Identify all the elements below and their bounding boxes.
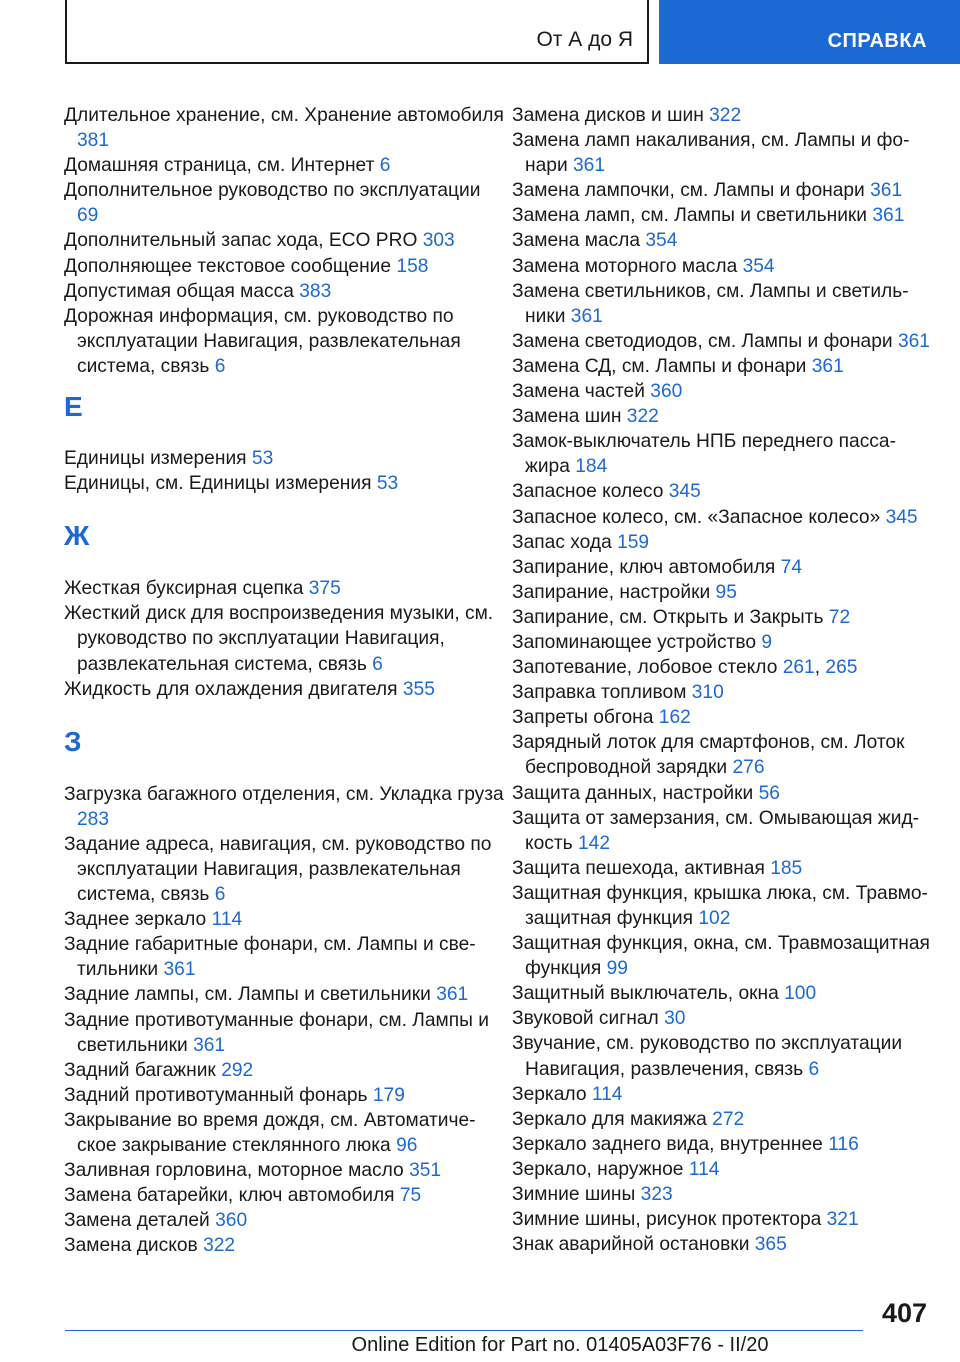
index-entry-text: Жесткая буксирная сцепка — [64, 578, 304, 600]
page-link[interactable]: 179 — [372, 1084, 405, 1106]
page-link[interactable]: 72 — [828, 606, 851, 628]
index-entry — [64, 103, 504, 153]
index-entry-text: Зеркало, наружное — [512, 1158, 684, 1180]
index-entry-text: Замена ламп накаливания, см. Лампы и фонари — [512, 130, 910, 177]
page-link[interactable]: 9 — [761, 631, 773, 653]
index-entry-text: Единицы измерения — [64, 448, 247, 470]
page-link[interactable]: 116 — [828, 1133, 859, 1155]
page-link[interactable]: 375 — [308, 578, 341, 600]
page-number: 407 — [881, 1298, 927, 1328]
index-entry — [64, 228, 504, 253]
index-entry — [512, 1082, 932, 1107]
tab-a-to-z[interactable]: От А до Я — [65, 0, 649, 64]
index-entry-text: Зарядный лоток для смартфонов, см. Лоток беспроводной зарядки — [512, 732, 905, 779]
index-entry — [512, 1182, 932, 1207]
index-entry — [512, 555, 932, 580]
index-entry-text: Жесткий диск для воспроизведения музыки, см. руководство по эксплуатации Навигация, развлекательная система, связь — [64, 603, 494, 675]
index-entry-text: Длительное хранение, см. Хранение автомобиля — [64, 105, 504, 126]
index-entry-text: Замена лампочки, см. Лампы и фонари — [512, 180, 865, 202]
index-entry — [512, 128, 932, 178]
index-entry — [64, 279, 504, 304]
index-entry — [512, 1157, 932, 1182]
page-link[interactable]: 74 — [780, 556, 802, 578]
page-link[interactable]: 345 — [668, 481, 701, 503]
index-entry-text: Замена дисков и шин — [512, 105, 704, 126]
index-entry — [512, 228, 932, 253]
index-entry-text: Знак аварийной остановки — [512, 1234, 750, 1256]
index-entry-text: Запреты обгона — [512, 707, 654, 729]
page-link[interactable]: 361 — [570, 305, 603, 327]
index-entry-text: Запас хода — [512, 531, 612, 553]
index-entry — [512, 680, 932, 705]
index-entry — [64, 254, 504, 279]
index-entry — [64, 782, 504, 832]
page-link[interactable]: 365 — [754, 1234, 787, 1256]
page-link[interactable]: 361 — [872, 205, 905, 227]
page-link[interactable]: 100 — [784, 983, 817, 1005]
index-entry-text: Зимние шины, рисунок протектора — [512, 1209, 822, 1231]
page-link[interactable]: 53 — [376, 473, 399, 495]
index-entry — [512, 1107, 932, 1132]
page-link[interactable]: 56 — [758, 782, 780, 804]
index-entry — [512, 530, 932, 555]
page-link[interactable]: 6 — [214, 884, 226, 906]
page-link[interactable]: 69 — [77, 205, 99, 227]
index-entry-text: Загрузка багажного отделения, см. Укладка груза — [64, 783, 504, 805]
page-link[interactable]: 361 — [811, 355, 844, 377]
index-entry-text: Дополняющее текстовое сообщение — [64, 255, 392, 277]
index-entry-text: Задние противотуманные фонари, см. Лампы и светильники — [64, 1009, 489, 1056]
index-entry — [512, 1006, 932, 1031]
index-entry-text: Замена батарейки, ключ автомобиля — [64, 1185, 395, 1207]
index-entry-text: Звуковой сигнал — [512, 1008, 659, 1030]
page-link[interactable]: 6 — [372, 653, 383, 675]
page-separator: , — [814, 657, 821, 679]
page-link[interactable]: 162 — [658, 707, 691, 729]
index-entry-text: Замена шин — [512, 406, 622, 428]
page-link[interactable]: 6 — [808, 1058, 820, 1080]
page-link[interactable]: 99 — [606, 958, 628, 980]
page-link[interactable]: 158 — [396, 255, 429, 277]
index-column-right — [512, 103, 932, 1257]
index-entry — [512, 329, 932, 354]
index-entry-text: Защита пешехода, активная — [512, 857, 765, 879]
page-link[interactable]: 114 — [591, 1083, 623, 1105]
index-entry — [512, 254, 932, 279]
index-entry-text: Задние габаритные фонари, см. Лампы и светильники — [64, 934, 476, 981]
index-entry-text: Замена светильников, см. Лампы и светильники — [512, 280, 909, 327]
page-link[interactable]: 351 — [409, 1160, 442, 1182]
index-entry-text: Зеркало заднего вида, внутреннее — [512, 1133, 823, 1155]
index-entry — [64, 982, 504, 1007]
index-entry — [512, 1207, 932, 1232]
index-entry — [512, 630, 932, 655]
index-entry-text: Заднее зеркало — [64, 909, 207, 931]
page-link[interactable]: 310 — [691, 682, 724, 704]
index-group-d — [64, 103, 504, 379]
index-entry — [64, 1083, 504, 1108]
page-link[interactable]: 323 — [640, 1184, 673, 1206]
index-entry-text: Замена светодиодов, см. Лампы и фонари — [512, 330, 893, 352]
index-entry — [512, 379, 932, 404]
page-link[interactable]: 354 — [645, 230, 678, 252]
page-link[interactable]: 292 — [221, 1059, 254, 1081]
page-link[interactable]: 114 — [211, 909, 243, 931]
index-entry — [64, 471, 504, 496]
page-link[interactable]: 361 — [897, 330, 930, 352]
index-entry-text: Зеркало — [512, 1083, 587, 1105]
index-entry — [512, 404, 932, 429]
index-entry-text: Заправка топливом — [512, 682, 687, 704]
index-entry — [64, 178, 504, 228]
page-link[interactable]: 361 — [436, 984, 469, 1006]
page-link[interactable]: 345 — [885, 506, 918, 528]
index-entry-text: Заливная горловина, моторное масло — [64, 1160, 404, 1182]
index-entry — [512, 479, 932, 504]
index-entry — [512, 931, 932, 981]
index-entry — [512, 1031, 932, 1081]
index-entry — [512, 505, 932, 530]
index-entry-text: Замена ламп, см. Лампы и светильники — [512, 205, 868, 227]
page-link[interactable]: 355 — [402, 678, 435, 700]
index-group-z — [64, 782, 504, 1259]
page-link[interactable]: 96 — [396, 1135, 418, 1156]
index-entry-text: Запирание, настройки — [512, 581, 711, 603]
index-entry-text: Запирание, см. Открыть и Закрыть — [512, 606, 824, 628]
page-link[interactable]: 6 — [379, 155, 391, 177]
index-entry-text: Зимние шины — [512, 1184, 636, 1206]
index-column-left — [64, 103, 504, 1258]
page-link[interactable]: 185 — [770, 857, 803, 879]
index-group-zh — [64, 576, 504, 701]
index-entry — [512, 605, 932, 630]
page-link[interactable]: 360 — [650, 381, 683, 403]
edition-footer: Online Edition for Part no. 01405A03F76 - II/20 — [351, 1334, 769, 1356]
index-letter-z: З — [64, 725, 82, 757]
index-entry-text: Жидкость для охлаждения двигателя — [64, 678, 398, 700]
page-link[interactable]: 303 — [422, 230, 455, 252]
index-entry-text: Защита от замерзания, см. Омывающая жидкость — [512, 807, 920, 854]
page-link[interactable]: 102 — [698, 908, 731, 929]
index-entry — [512, 981, 932, 1006]
index-group-e — [64, 446, 504, 496]
index-entry — [64, 1158, 504, 1183]
page-link[interactable]: 361 — [573, 155, 606, 177]
index-entry-text: Звучание, см. руководство по эксплуатации Навигация, развлечения, связь — [512, 1033, 903, 1080]
index-entry — [512, 730, 932, 780]
index-entry — [64, 576, 504, 601]
page-link[interactable]: 361 — [163, 959, 196, 981]
index-entry — [512, 580, 932, 605]
page-link[interactable]: 114 — [688, 1158, 720, 1180]
index-entry-text: Зеркало для макияжа — [512, 1108, 707, 1130]
page-link[interactable]: 276 — [732, 757, 765, 779]
index-entry — [512, 279, 932, 329]
index-entry-text: Дополнительное руководство по эксплуатации — [64, 180, 481, 202]
index-entry-text: Запасное колесо, см. «Запасное колесо» — [512, 506, 881, 528]
index-entry — [64, 1108, 504, 1158]
index-entry — [64, 1183, 504, 1208]
index-entry — [64, 1008, 504, 1058]
index-entry — [64, 907, 504, 932]
index-entry-text: Замена дисков — [64, 1235, 198, 1257]
index-entry — [64, 932, 504, 982]
index-entry-text: Замена деталей — [64, 1210, 210, 1232]
index-entry-text: Домашняя страница, см. Интернет — [64, 155, 375, 177]
index-entry-text: Запоминающее устройство — [512, 631, 756, 653]
index-entry — [64, 446, 504, 471]
index-entry — [512, 781, 932, 806]
page-link[interactable]: 6 — [214, 355, 226, 377]
page-link[interactable]: 361 — [870, 180, 903, 202]
page-link[interactable]: 272 — [712, 1108, 745, 1130]
index-entry-text: Дорожная информация, см. руководство по эксплуатации Навигация, развлекательная система, связь — [64, 305, 461, 377]
index-entry — [512, 103, 932, 128]
index-entry-text: Запирание, ключ автомобиля — [512, 556, 776, 578]
page-link[interactable]: 261 — [782, 657, 815, 679]
index-entry-text: Защитная функция, крышка люка, см. Травмозащитная функция — [512, 882, 928, 929]
page-link[interactable]: 321 — [826, 1209, 859, 1231]
index-entry — [512, 881, 932, 931]
index-entry-text: Защитный выключатель, окна — [512, 983, 779, 1005]
page-link[interactable]: 381 — [77, 130, 110, 152]
index-entry — [512, 856, 932, 881]
index-entry-text: Защитная функция, окна, см. Травмозащитная функция — [512, 933, 930, 980]
index-entry-text: Замена частей — [512, 381, 645, 403]
index-entry — [64, 677, 504, 702]
index-entry-text: Закрывание во время дождя, см. Автоматическое закрывание стеклянного люка — [64, 1109, 476, 1156]
page-link[interactable]: 322 — [626, 406, 659, 428]
page-link[interactable]: 354 — [742, 255, 775, 277]
index-entry — [64, 153, 504, 178]
index-entry — [512, 1232, 932, 1257]
index-entry — [64, 1058, 504, 1083]
page-link[interactable]: 322 — [203, 1235, 236, 1257]
tab-help[interactable]: СПРАВКА — [659, 0, 960, 64]
index-entry-text: Запасное колесо — [512, 481, 664, 503]
index-entry-text: Задний противотуманный фонарь — [64, 1084, 368, 1106]
index-entry-text: Единицы, см. Единицы измерения — [64, 473, 372, 495]
index-entry — [512, 429, 932, 479]
index-entry-text: Замок-выключатель НПБ переднего пассажира — [512, 431, 896, 478]
index-entry-text: Замена моторного масла — [512, 255, 738, 277]
footer-divider — [65, 1330, 863, 1331]
index-entry — [512, 806, 932, 856]
index-entry — [512, 705, 932, 730]
index-entry-text: Задание адреса, навигация, см. руководство по эксплуатации Навигация, развлекательная система, связь — [64, 833, 492, 906]
page-link[interactable]: 53 — [251, 448, 274, 470]
index-entry — [64, 1233, 504, 1258]
index-entry — [512, 655, 932, 680]
index-entry-text: Замена масла — [512, 230, 641, 252]
page-link[interactable]: 360 — [215, 1210, 248, 1232]
page-link[interactable]: 184 — [575, 456, 608, 478]
page-link[interactable]: 265 — [825, 657, 858, 679]
page-link[interactable]: 361 — [193, 1034, 226, 1056]
index-entry-text: Задние лампы, см. Лампы и светильники — [64, 984, 431, 1006]
page-link[interactable]: 95 — [715, 581, 737, 603]
page-link[interactable]: 159 — [617, 531, 650, 553]
index-entry — [64, 832, 504, 907]
index-entry — [512, 178, 932, 203]
page-link[interactable]: 383 — [299, 280, 332, 302]
page-link[interactable]: 75 — [399, 1185, 422, 1207]
index-entry-text: Дополнительный запас хода, ECO PRO — [64, 230, 418, 252]
index-entry — [64, 601, 504, 676]
index-entry-text: Запотевание, лобовое стекло — [512, 657, 778, 679]
index-letter-e: Е — [64, 391, 83, 423]
page-link[interactable]: 30 — [664, 1008, 686, 1030]
index-entry — [64, 1208, 504, 1233]
index-entry — [64, 304, 504, 379]
index-entry — [512, 1132, 932, 1157]
index-entry-text: Защита данных, настройки — [512, 782, 754, 804]
page-link[interactable]: 283 — [77, 808, 110, 830]
page-link[interactable]: 142 — [578, 832, 611, 854]
index-entry — [512, 354, 932, 379]
index-letter-zh: Ж — [64, 520, 90, 552]
index-group-z-continued — [512, 103, 932, 1257]
index-entry — [512, 203, 932, 228]
index-entry-text: Замена СД, см. Лампы и фонари — [512, 355, 807, 377]
index-entry-text: Допустимая общая масса — [64, 280, 294, 302]
page-link[interactable]: 322 — [709, 105, 742, 126]
index-entry-text: Задний багажник — [64, 1059, 216, 1081]
